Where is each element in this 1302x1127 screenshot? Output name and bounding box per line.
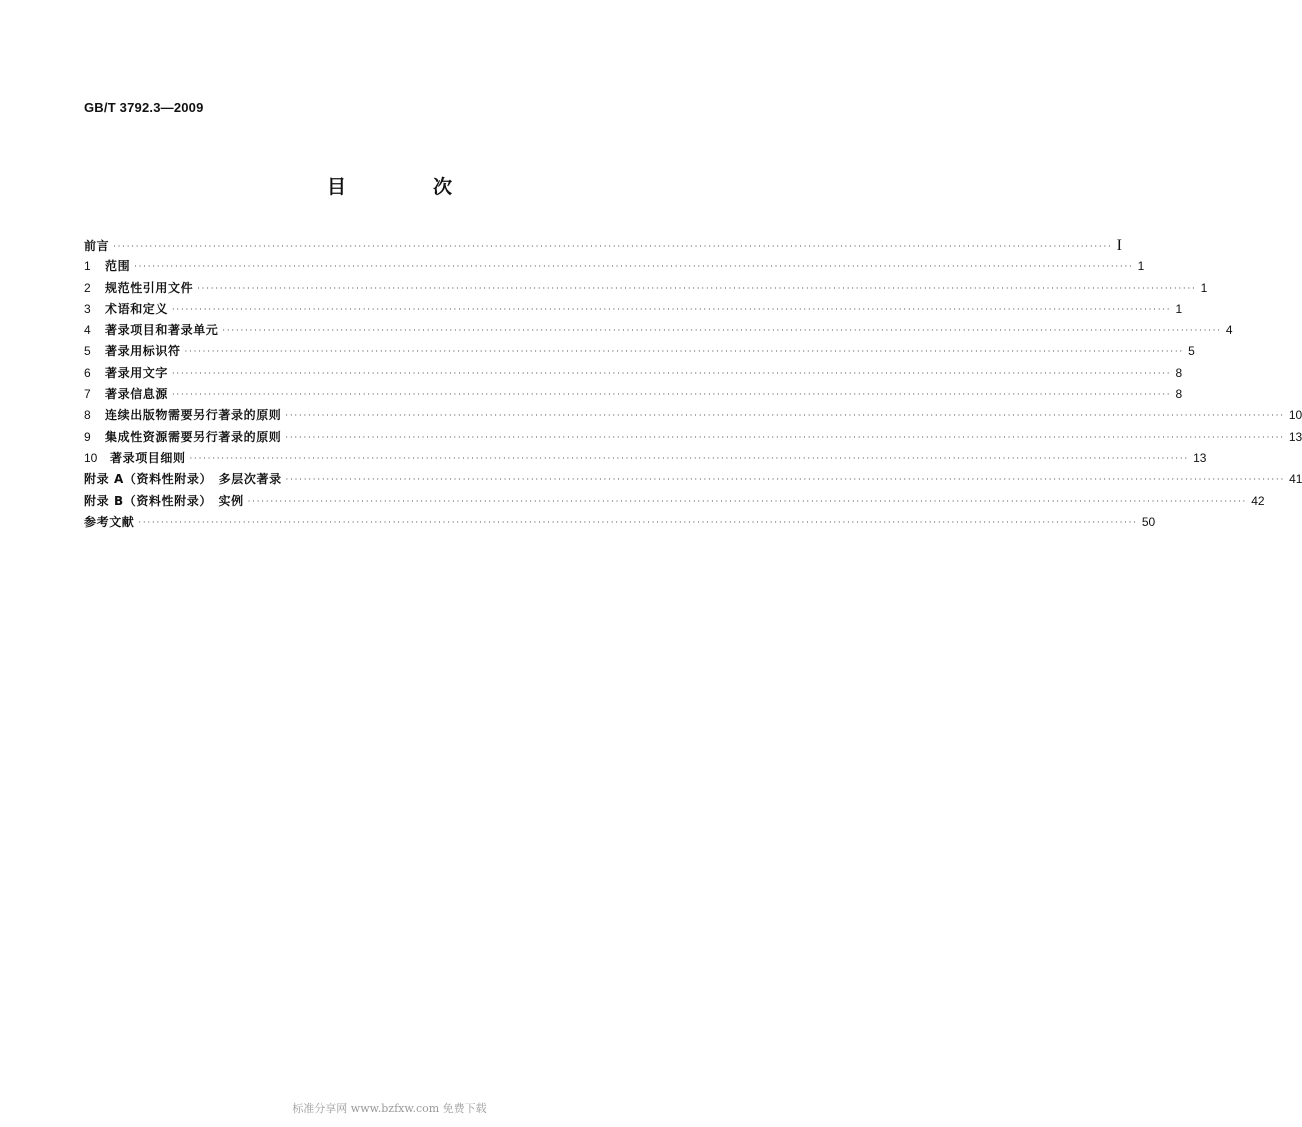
toc-entry-number: 9 [84,429,91,444]
toc-entry[interactable] [84,235,1122,256]
toc-entry-page: 1 [1175,301,1183,316]
dot-leader: ···························································································································································································································· [138,517,1138,527]
toc-entry-title: 规范性引用文件 [105,280,194,295]
dot-leader: ···························································································································································································································· [285,475,1286,485]
footer-watermark: 标准分享网 www.bzfxw.com 免费下载 [292,1102,487,1115]
toc-entry-page: 8 [1175,387,1183,402]
toc-entry[interactable] [84,448,1207,469]
toc-entry-page: 5 [1188,344,1195,359]
dot-leader: ···························································································································································································································· [113,242,1113,251]
toc-entry-number: 10 [84,450,98,465]
dot-leader: ···························································································································································································································· [134,262,1134,272]
dot-leader: ···························································································································································································································· [189,453,1190,463]
toc-entry-title: 术语和定义 [105,301,169,316]
toc-entry-title: 前言 [84,239,110,253]
toc-entry-title: 著录用标识符 [105,344,181,359]
toc-entry[interactable] [84,363,1183,384]
toc-entry-page: I [1116,237,1122,254]
dot-leader: ···························································································································································································································· [172,304,1172,314]
toc-entry-page: 13 [1288,429,1302,444]
toc-entry-title: 著录项目和著录单元 [105,323,219,338]
toc-entry-number: 7 [84,387,91,402]
toc-entry-page: 4 [1225,323,1233,338]
toc-entry[interactable] [84,469,1302,490]
toc-entry-page: 10 [1288,408,1302,423]
toc-entry-title: 连续出版物需要另行著录的原则 [105,408,282,423]
toc-entry-number: 5 [84,344,91,359]
dot-leader: ···························································································································································································································· [222,326,1222,336]
toc-entry-page: 8 [1175,365,1183,380]
dot-leader: ···························································································································································································································· [197,283,1197,293]
toc-entry-page: 42 [1251,493,1265,508]
dot-leader: ···························································································································································································································· [285,411,1285,421]
standard-code: GB/T 3792.3—2009 [84,100,204,115]
toc-entry-page: 1 [1137,259,1145,274]
toc-entry-page: 1 [1200,280,1208,295]
dot-leader: ···························································································································································································································· [247,496,1248,506]
toc-entry-title: 著录信息源 [105,387,169,402]
toc-entry[interactable] [84,256,1145,277]
toc-entry[interactable] [84,491,1265,512]
page-title: 目 次 [326,176,486,198]
dot-leader: ···························································································································································································································· [285,432,1285,442]
toc-entry-page: 41 [1289,472,1302,487]
toc-entry-title: 著录项目细则 [110,450,186,465]
toc-entry[interactable] [84,278,1208,299]
toc-entry-title: 著录用文字 [105,365,169,380]
table-of-contents [84,235,1302,533]
dot-leader: ···························································································································································································································· [172,390,1172,400]
toc-entry-title: 附录 A（资料性附录） 多层次著录 [84,472,282,487]
toc-entry[interactable] [84,341,1195,362]
toc-entry-number: 3 [84,301,91,316]
toc-entry[interactable] [84,299,1183,320]
toc-entry[interactable] [84,320,1233,341]
toc-entry-number: 1 [84,259,91,274]
toc-entry-number: 6 [84,365,91,380]
toc-entry[interactable] [84,512,1156,533]
toc-entry-number: 4 [84,323,91,338]
toc-entry-title: 集成性资源需要另行著录的原则 [105,429,282,444]
toc-entry-page: 13 [1193,450,1207,465]
toc-entry-page: 50 [1141,514,1156,529]
toc-entry[interactable] [84,427,1302,448]
toc-entry-title: 范围 [105,259,131,274]
dot-leader: ···························································································································································································································· [172,368,1172,378]
toc-entry[interactable] [84,405,1302,426]
toc-entry-number: 8 [84,408,91,423]
toc-entry-number: 2 [84,280,91,295]
toc-entry[interactable] [84,384,1183,405]
dot-leader: ···························································································································································································································· [184,347,1185,357]
toc-entry-title: 附录 B（资料性附录） 实例 [84,493,244,508]
toc-entry-title: 参考文献 [84,514,135,529]
